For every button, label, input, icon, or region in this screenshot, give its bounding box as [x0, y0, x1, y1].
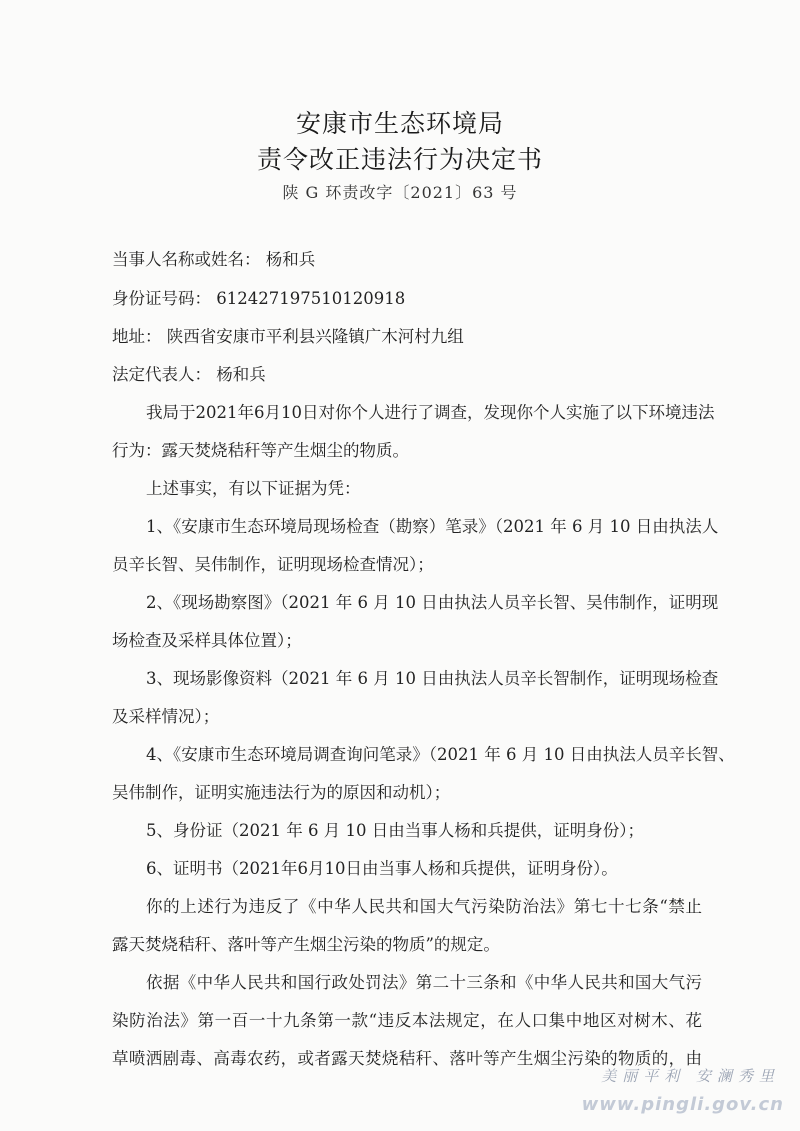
paragraph-legal-basis-line2: 染防治法》第一百一十九条第一款“违反本法规定，在人口集中地区对树木、花 — [112, 1011, 702, 1030]
party-address: 地址： 陕西省安康市平利县兴隆镇广木河村九组 — [112, 327, 464, 346]
party-name: 当事人名称或姓名： 杨和兵 — [112, 250, 316, 269]
evidence-item-4-line2: 吴伟制作，证明实施违法行为的原因和动机）； — [112, 783, 451, 802]
evidence-item-5: 5、身份证（2021 年 6 月 10 日由当事人杨和兵提供，证明身份）； — [146, 821, 644, 840]
watermark-url: www.pingli.gov.cn — [581, 1094, 784, 1115]
document-title-agency: 安康市生态环境局 — [295, 109, 504, 138]
paragraph-legal-basis-line1: 依据《中华人民共和国行政处罚法》第二十三条和《中华人民共和国大气污 — [146, 973, 702, 992]
legal-representative: 法定代表人： 杨和兵 — [112, 365, 266, 384]
paragraph-violation-line1: 你的上述行为违反了《中华人民共和国大气污染防治法》第七十七条“禁止 — [146, 897, 702, 916]
evidence-item-6: 6、证明书（2021年6月10日由当事人杨和兵提供，证明身份）。 — [146, 859, 618, 878]
evidence-item-3-line2: 及采样情况）； — [112, 707, 220, 726]
paragraph-violation-line2: 露天焚烧秸秆、落叶等产生烟尘污染的物质”的规定。 — [112, 935, 500, 954]
evidence-item-4-line1: 4、《安康市生态环境局调查询问笔录》（2021 年 6 月 10 日由执法人员辛长智、 — [146, 745, 735, 764]
watermark-slogan: 美丽平利 安澜秀里 — [601, 1067, 780, 1085]
party-id-number: 身份证号码： 612427197510120918 — [112, 289, 406, 308]
evidence-item-1-line2: 员辛长智、吴伟制作，证明现场检查情况）； — [112, 555, 434, 574]
paragraph-legal-basis-line3: 草喷洒剧毒、高毒农药，或者露天焚烧秸秆、落叶等产生烟尘污染的物质的，由 — [112, 1049, 702, 1068]
document-title: 责令改正违法行为决定书 — [256, 145, 543, 174]
document-number: 陕 G 环责改字〔2021〕63 号 — [282, 183, 518, 202]
evidence-item-3-line1: 3、现场影像资料（2021 年 6 月 10 日由执法人员辛长智制作，证明现场检查 — [146, 669, 719, 688]
evidence-item-1-line1: 1、《安康市生态环境局现场检查（勘察）笔录》（2021 年 6 月 10 日由执法人 — [146, 517, 719, 536]
evidence-item-2-line2: 场检查及采样具体位置）； — [112, 631, 302, 650]
paragraph-investigation-line1: 我局于2021年6月10日对你个人进行了调查，发现你个人实施了以下环境违法 — [146, 403, 715, 422]
evidence-item-2-line1: 2、《现场勘察图》（2021 年 6 月 10 日由执法人员辛长智、吴伟制作，证明现 — [146, 593, 719, 612]
evidence-intro: 上述事实，有以下证据为凭： — [146, 479, 361, 498]
paragraph-investigation-line2: 行为：露天焚烧秸秆等产生烟尘的物质。 — [112, 441, 409, 460]
